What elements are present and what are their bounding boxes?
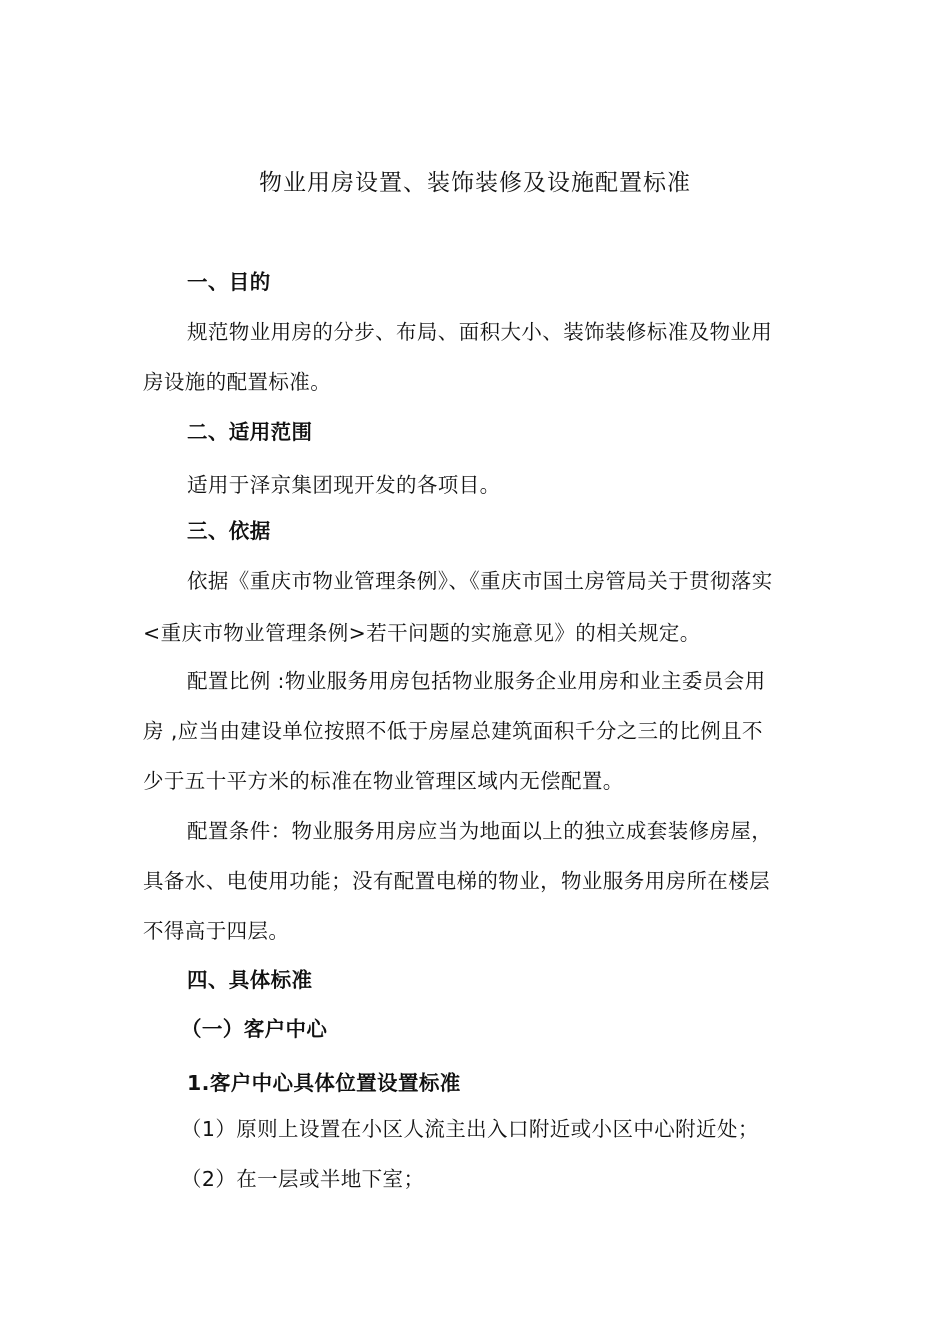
paragraph-line: 规范物业用房的分步、布局、面积大小、装饰装修标准及物业用 [187, 320, 773, 344]
item-heading-location-standard: 1.客户中心具体位置设置标准 [187, 1071, 461, 1095]
paragraph-line: 配置条件：物业服务用房应当为地面以上的独立成套装修房屋， [187, 819, 773, 843]
section-heading-basis: 三、依据 [187, 519, 271, 543]
document-title: 物业用房设置、装饰装修及设施配置标准 [259, 170, 691, 196]
paragraph-line: 房 ,应当由建设单位按照不低于房屋总建筑面积千分之三的比例且不 [143, 719, 763, 743]
paragraph-line: 适用于泽京集团现开发的各项目。 [187, 473, 501, 497]
list-item: （2）在一层或半地下室； [181, 1167, 425, 1191]
paragraph-line: 依据《重庆市物业管理条例》、《重庆市国土房管局关于贯彻落实 [187, 569, 773, 593]
list-item: （1）原则上设置在小区人流主出入口附近或小区中心附近处； [181, 1117, 759, 1141]
paragraph-line: 不得高于四层。 [143, 919, 290, 943]
paragraph-line: 少于五十平方米的标准在物业管理区域内无偿配置。 [143, 769, 624, 793]
section-heading-standards: 四、具体标准 [187, 968, 313, 992]
section-heading-scope: 二、适用范围 [187, 420, 313, 444]
paragraph-line: 房设施的配置标准。 [143, 370, 332, 394]
paragraph-line: <重庆市物业管理条例>若干问题的实施意见》的相关规定。 [143, 621, 701, 645]
paragraph-line: 具备水、电使用功能；没有配置电梯的物业，物业服务用房所在楼层 [143, 869, 770, 893]
section-heading-purpose: 一、目的 [187, 270, 271, 294]
subsection-heading-customer-center: （一）客户中心 [181, 1017, 328, 1041]
paragraph-line: 配置比例 :物业服务用房包括物业服务企业用房和业主委员会用 [187, 669, 766, 693]
